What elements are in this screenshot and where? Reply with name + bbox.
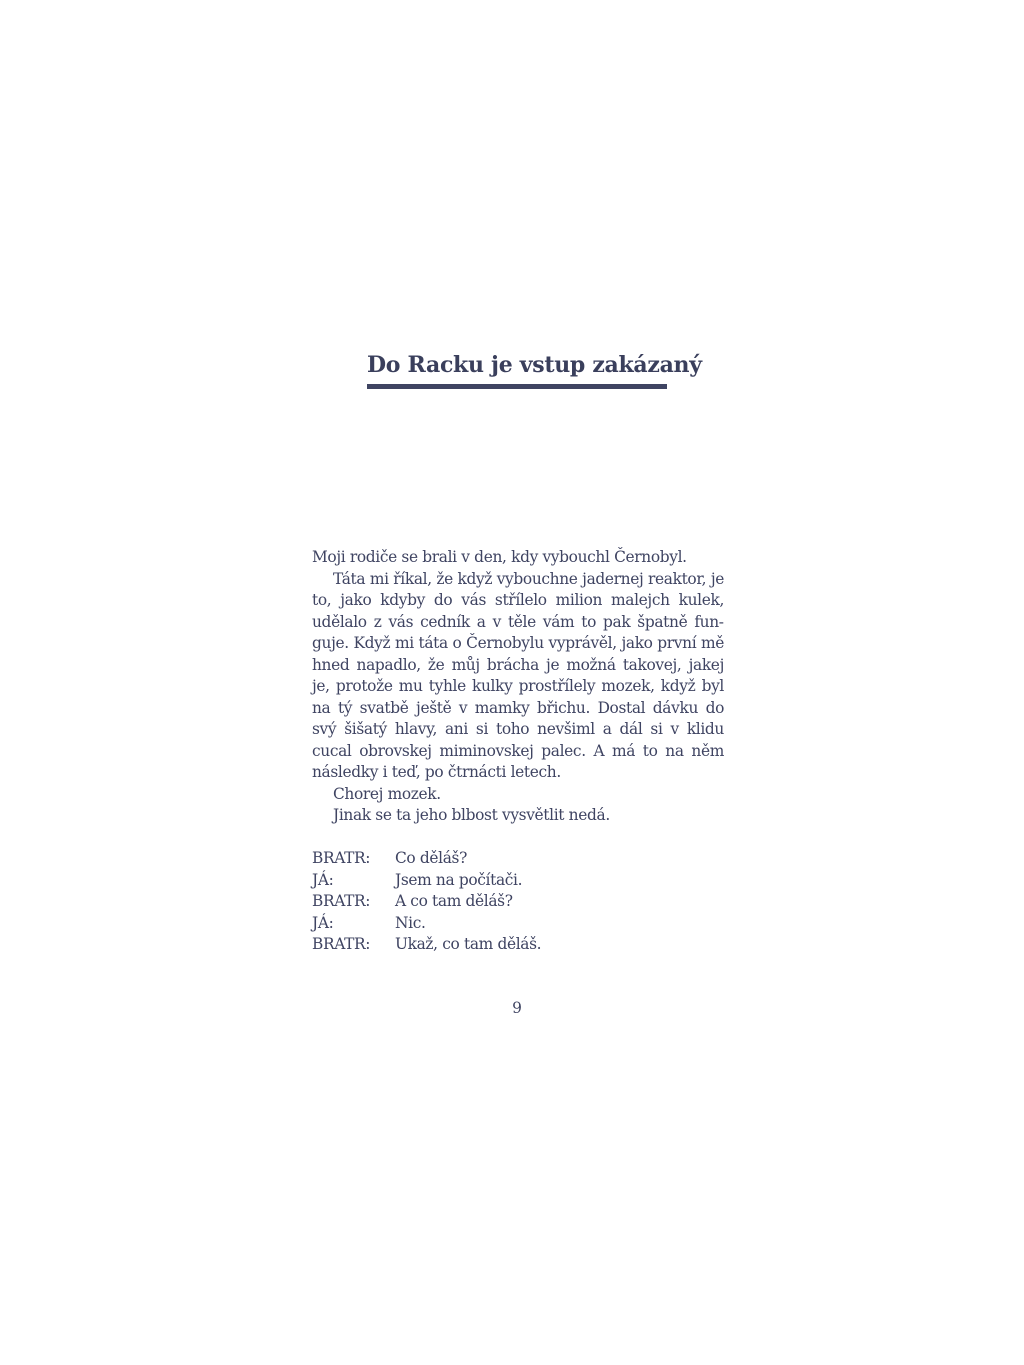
title-underline xyxy=(367,384,667,389)
dialogue-text: A co tam děláš? xyxy=(395,892,513,910)
dialogue xyxy=(312,848,724,956)
dialogue-text: Co děláš? xyxy=(395,849,467,867)
dialogue-speaker: JÁ: xyxy=(312,870,334,889)
dialogue-line xyxy=(312,891,724,913)
dialogue-speaker: BRATR: xyxy=(312,935,371,953)
chapter-title: Do Racku je vstup zakázaný xyxy=(367,352,702,378)
dialogue-line xyxy=(312,870,724,892)
dialogue-line xyxy=(312,934,724,956)
dialogue-line xyxy=(312,848,724,870)
paragraph: Jinak se ta jeho blbost vysvětlit nedá. xyxy=(333,806,610,824)
dialogue-text: Jsem na počítači. xyxy=(395,870,523,889)
page-number: 9 xyxy=(512,999,522,1017)
dialogue-speaker: BRATR: xyxy=(312,892,371,910)
dialogue-line xyxy=(312,913,724,935)
body-text xyxy=(312,547,724,827)
paragraph: Chorej mozek. xyxy=(333,784,441,803)
dialogue-text: Nic. xyxy=(395,913,426,932)
dialogue-text: Ukaž, co tam děláš. xyxy=(395,935,542,953)
dialogue-speaker: JÁ: xyxy=(312,913,334,932)
paragraph: Táta mi říkal, že když vybouchne jadernej reaktor, je to, jako kdyby do vás střílelo milion malejch kulek, udělalo z vás cedník a v těle vám to pak špatně funguje. Když mi táta o Černobylu vyprávěl, jako první mě hned napadlo, že můj brácha je možná takovej, jakej je, protože mu tyhle kulky prostřílely mozek, když byl na tý svatbě ještě v mamky břichu. Dostal dávku do svý šišatý hlavy, ani si toho nevšiml a dál si v klidu cucal obrovskej miminovskej palec. A má to na něm následky i teď, po čtrnácti letech. xyxy=(312,569,724,781)
dialogue-speaker: BRATR: xyxy=(312,849,371,867)
paragraph: Moji rodiče se brali v den, kdy vybouchl Černobyl. xyxy=(312,548,687,566)
